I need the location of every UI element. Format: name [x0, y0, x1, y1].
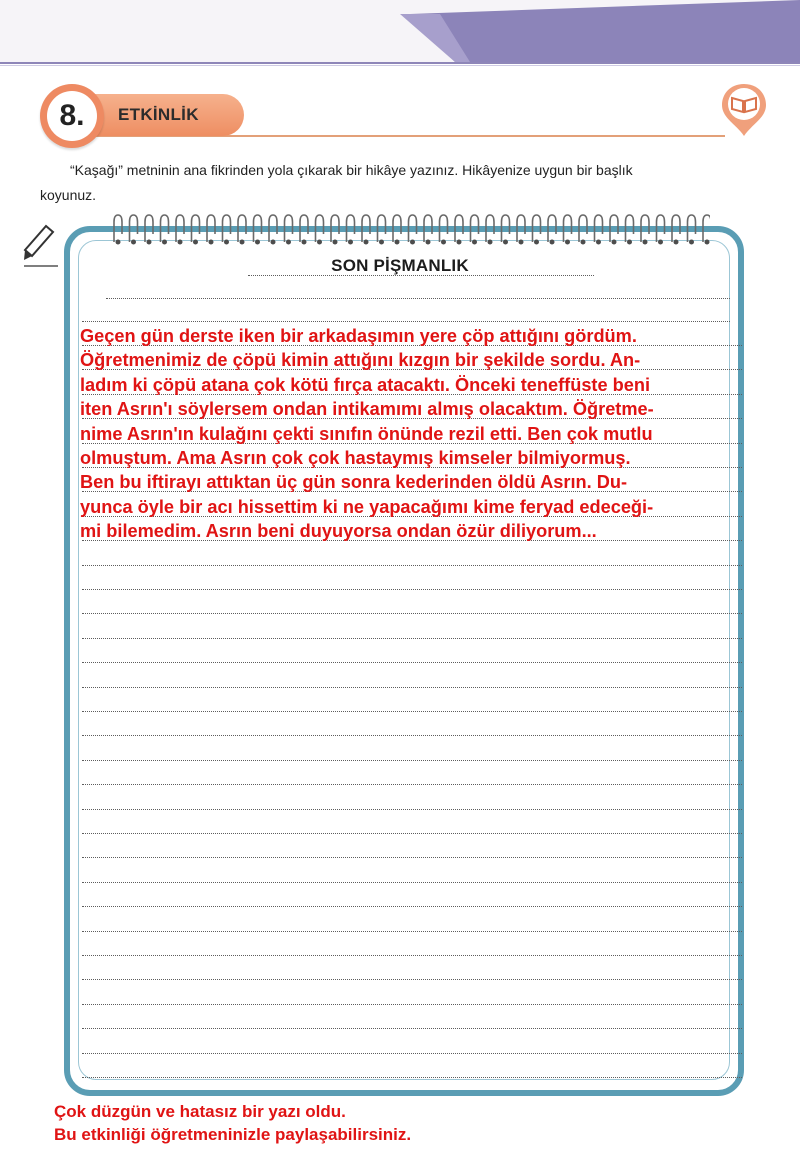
dotted-rule [82, 784, 742, 785]
spiral-hole [224, 240, 229, 245]
dotted-rule [82, 857, 742, 858]
spiral-ring [502, 215, 510, 242]
instruction-text [40, 158, 760, 208]
spiral-ring [688, 215, 696, 242]
spiral-hole [658, 240, 663, 245]
spiral-hole [565, 240, 570, 245]
spiral-ring [238, 215, 246, 242]
spiral-ring [285, 215, 293, 242]
spiral-hole [379, 240, 384, 245]
feedback-line: Çok düzgün ve hatasız bir yazı oldu. [54, 1102, 346, 1121]
story-line: ladım ki çöpü atana çok kötü fırça atacaktı. Önceki teneffüste beni [80, 374, 651, 395]
spiral-ring [486, 215, 494, 242]
activity-number-badge [40, 84, 104, 148]
dotted-rule [82, 906, 742, 907]
spiral-ring [533, 215, 541, 242]
dotted-rule [82, 321, 730, 322]
spiral-ring [471, 215, 479, 242]
spiral-hole [472, 240, 477, 245]
story-line: olmuştum. Ama Asrın çok çok hastaymış kimseler bilmiyormuş. [80, 447, 631, 468]
spiral-hole [302, 240, 307, 245]
spiral-hole [333, 240, 338, 245]
story-line: nime Asrın'ın kulağını çekti sınıfın önünde rezil etti. Ben çok mutlu [80, 423, 653, 444]
spiral-ring [176, 215, 184, 242]
spiral-ring [347, 215, 355, 242]
spiral-hole [705, 240, 710, 245]
dotted-rule [82, 882, 742, 883]
spiral-hole [240, 240, 245, 245]
spiral-hole [550, 240, 555, 245]
dotted-rule [82, 809, 742, 810]
activity-label-text: ETKİNLİK [118, 105, 199, 124]
dotted-rule [82, 760, 742, 761]
feedback-line: Bu etkinliği öğretmeninizle paylaşabilirsiniz. [54, 1125, 412, 1144]
spiral-hole [271, 240, 276, 245]
spiral-ring [114, 215, 122, 242]
spiral-hole [147, 240, 152, 245]
spiral-ring [595, 215, 603, 242]
dotted-rule [82, 1004, 742, 1005]
spiral-ring [362, 215, 370, 242]
spiral-hole [612, 240, 617, 245]
spiral-hole [348, 240, 353, 245]
spiral-hole [488, 240, 493, 245]
spiral-ring [641, 215, 649, 242]
top-band-decoration [0, 0, 800, 62]
spiral-ring [672, 215, 680, 242]
spiral-ring [703, 215, 710, 242]
spiral-ring [223, 215, 231, 242]
story-line: Geçen gün derste iken bir arkadaşımın yere çöp attığını gördüm. [80, 326, 637, 346]
story-line: Ben bu iftirayı attıktan üç gün sonra kederinden öldü Asrın. Du- [80, 472, 628, 493]
spiral-ring [455, 215, 463, 242]
dotted-rule [82, 979, 742, 980]
spiral-hole [209, 240, 214, 245]
book-icon [716, 80, 772, 140]
spiral-binding [108, 212, 710, 248]
dotted-rule [82, 565, 742, 566]
spiral-ring [300, 215, 308, 242]
top-divider [0, 62, 800, 64]
spiral-hole [596, 240, 601, 245]
dotted-rule [82, 1077, 742, 1078]
spiral-ring [161, 215, 169, 242]
spiral-hole [534, 240, 539, 245]
spiral-hole [116, 240, 121, 245]
instruction-line-2: koyunuz. [40, 187, 97, 203]
spiral-hole [503, 240, 508, 245]
spiral-ring [657, 215, 665, 242]
spiral-hole [286, 240, 291, 245]
spiral-ring [440, 215, 448, 242]
spiral-hole [674, 240, 679, 245]
activity-number: 8. [47, 91, 97, 141]
spiral-ring [626, 215, 634, 242]
spiral-hole [457, 240, 462, 245]
dotted-rule [82, 589, 742, 590]
story-title: SON PİŞMANLIK [331, 256, 469, 275]
dotted-rule [82, 931, 742, 932]
spiral-hole [131, 240, 136, 245]
spiral-ring [130, 215, 138, 242]
spiral-hole [519, 240, 524, 245]
spiral-hole [441, 240, 446, 245]
spiral-hole [193, 240, 198, 245]
handwritten-story [80, 324, 752, 544]
spiral-hole [364, 240, 369, 245]
spiral-ring [269, 215, 277, 242]
spiral-ring [610, 215, 618, 242]
story-line: iten Asrın'ı söylersem ondan intikamımı almış olacaktım. Öğretme- [80, 399, 654, 420]
spiral-hole [627, 240, 632, 245]
dotted-rule [82, 638, 742, 639]
spiral-ring [316, 215, 324, 242]
spiral-hole [178, 240, 183, 245]
dotted-rule [82, 833, 742, 834]
spiral-ring [254, 215, 262, 242]
dotted-rule [82, 711, 742, 712]
dotted-rule [82, 613, 742, 614]
spiral-ring [331, 215, 339, 242]
spiral-ring [409, 215, 417, 242]
spiral-hole [689, 240, 694, 245]
dotted-rule [82, 1028, 742, 1029]
spiral-hole [162, 240, 167, 245]
dotted-rule [106, 298, 730, 299]
spiral-hole [255, 240, 260, 245]
spiral-ring [564, 215, 572, 242]
spiral-ring [548, 215, 556, 242]
activity-label [94, 94, 244, 136]
teacher-feedback [54, 1100, 754, 1146]
spiral-ring [393, 215, 401, 242]
spiral-ring [579, 215, 587, 242]
story-line: mi bilemedim. Asrın beni duyuyorsa ondan özür diliyorum... [80, 521, 597, 542]
spiral-hole [426, 240, 431, 245]
spiral-ring [207, 215, 215, 242]
dotted-rule [82, 735, 742, 736]
top-divider-thin [0, 65, 800, 66]
spiral-hole [410, 240, 415, 245]
spiral-ring [145, 215, 153, 242]
spiral-ring [517, 215, 525, 242]
story-line: yunca öyle bir acı hissettim ki ne yapacağımı kime feryad edeceği- [80, 496, 654, 517]
dotted-rule [82, 687, 742, 688]
spiral-hole [581, 240, 586, 245]
spiral-hole [395, 240, 400, 245]
dotted-rule [82, 662, 742, 663]
spiral-hole [643, 240, 648, 245]
spiral-hole [317, 240, 322, 245]
spiral-ring [192, 215, 200, 242]
spiral-ring [378, 215, 386, 242]
dotted-rule [82, 1053, 742, 1054]
story-line: Öğretmenimiz de çöpü kimin attığını kızgın bir şekilde sordu. An- [80, 350, 641, 371]
dotted-rule [82, 955, 742, 956]
instruction-line-1: “Kaşağı” metninin ana fikrinden yola çıkarak bir hikâye yazınız. Hikâyenize uygun bir başlık [70, 162, 633, 178]
spiral-ring [424, 215, 432, 242]
